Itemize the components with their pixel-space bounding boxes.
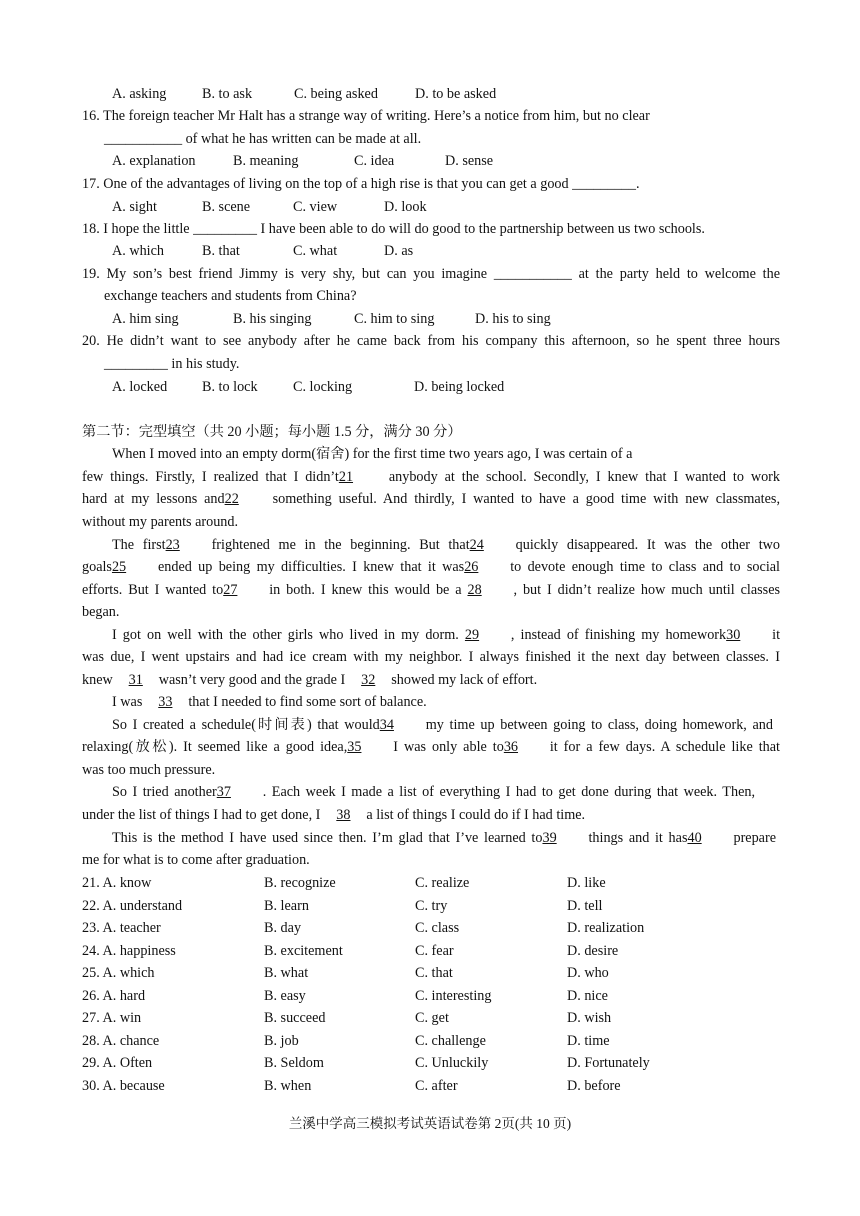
option: B. that — [202, 243, 240, 259]
option: A. him sing — [112, 311, 179, 327]
option: B. to ask — [202, 86, 253, 102]
option: A. asking — [112, 86, 167, 102]
blank-40: 40 — [687, 830, 702, 846]
option: A. sight — [112, 199, 157, 215]
blank-25: 25 — [111, 559, 127, 575]
option: C. being asked — [294, 86, 378, 102]
blank-30: 30 — [726, 627, 741, 643]
question-16-stem: 16. The foreign teacher Mr Halt has a strange way of writing. Here’s a notice from him, but no clear — [82, 108, 650, 124]
question-19-stem-cont: exchange teachers and students from China? — [104, 288, 357, 304]
option: D. sense — [445, 153, 494, 169]
option: C. locking — [293, 379, 353, 395]
question-17-options — [112, 197, 427, 217]
option: D. to be asked — [415, 86, 497, 102]
passage-line: I was 33 that I needed to find some sort of balance. — [112, 694, 427, 710]
option: A. locked — [112, 379, 168, 395]
option: A. explanation — [112, 153, 196, 169]
option: D. being locked — [414, 379, 505, 395]
passage-line: This is the method I have used since then. I’m glad that I’ve learned to39 things and it has40 prepare — [112, 830, 776, 846]
passage-line: under the list of things I had to get done, I 38 a list of things I could do if I had time. — [82, 807, 586, 823]
blank-36: 36 — [503, 739, 519, 755]
blank-37: 37 — [216, 784, 231, 800]
option: B. meaning — [233, 153, 299, 169]
question-19-options — [112, 309, 551, 329]
passage-line: relaxing(放松). It seemed like a good idea,35 I was only able to36 it for a few days. A schedule like that — [82, 739, 780, 755]
option: C. idea — [354, 153, 395, 169]
passage-line: was too much pressure. — [82, 762, 216, 778]
option: B. his singing — [233, 311, 312, 327]
blank-26: 26 — [464, 559, 479, 575]
question-17-stem: 17. One of the advantages of living on the top of a high rise is that you can get a good _________. — [82, 176, 640, 192]
passage-line: without my parents around. — [82, 514, 239, 530]
question-19-stem: 19. My son’s best friend Jimmy is very shy, but can you imagine ___________ at the party held to welcome the — [82, 266, 780, 282]
passage-line: goals25 ended up being my difficulties. I knew that it was26 to devote enough time to class and to social — [82, 559, 780, 575]
blank-22: 22 — [224, 491, 239, 507]
passage-line: hard at my lessons and22 something useful. And thirdly, I wanted to have a good time with new classmates, — [82, 491, 780, 507]
option: C. view — [293, 199, 338, 215]
page-footer: 兰溪中学高三模拟考试英语试卷第 2页(共 10 页) — [288, 1116, 572, 1131]
passage-line: knew 31 wasn’t very good and the grade I 32 showed my lack of effort. — [82, 672, 538, 688]
q15-options — [112, 84, 496, 104]
passage-line: me for what is to come after graduation. — [82, 852, 310, 868]
passage-line: efforts. But I wanted to27 in both. I knew this would be a 28 , but I didn’t realize how much until classes — [82, 582, 781, 598]
question-18-options — [112, 241, 413, 261]
passage-line: When I moved into an empty dorm(宿舍) for the first time two years ago, I was certain of a — [112, 446, 633, 462]
blank-28: 28 — [467, 582, 482, 598]
option: C. him to sing — [354, 311, 435, 327]
blank-35: 35 — [347, 739, 362, 755]
question-20-stem: 20. He didn’t want to see anybody after he came back from his company this afternoon, so he spent three hours — [82, 333, 780, 349]
option: C. what — [293, 243, 338, 259]
question-16-options — [112, 151, 493, 171]
option: B. scene — [202, 199, 251, 215]
blank-39: 39 — [542, 830, 557, 846]
blank-23: 23 — [165, 537, 180, 553]
passage-line: So I created a schedule(时间表) that would34 my time up between going to class, doing homework, and — [112, 717, 773, 733]
option: B. to lock — [202, 379, 258, 395]
passage-line: The first23 frightened me in the beginning. But that24 quickly disappeared. It was the other two — [112, 537, 780, 553]
question-20-options — [112, 377, 504, 397]
question-20-stem-cont: _________ in his study. — [104, 356, 240, 372]
passage-line: So I tried another37 . Each week I made a list of everything I had to get done during that week. Then, — [112, 784, 756, 800]
blank-21: 21 — [338, 469, 354, 485]
blank-27: 27 — [223, 582, 238, 598]
question-18-stem: 18. I hope the little _________ I have been able to do will do good to the partnership between us two schools. — [82, 221, 705, 237]
option: D. his to sing — [475, 311, 551, 327]
blank-31: 31 — [128, 672, 143, 688]
blank-24: 24 — [469, 537, 484, 553]
section-title: 第二节：完型填空（共 20 小题；每小题 1.5 分，满分 30 分） — [82, 424, 462, 440]
option: A. which — [112, 243, 165, 259]
question-16-stem-cont: ___________ of what he has written can be made at all. — [104, 131, 422, 147]
blank-34: 34 — [379, 717, 394, 733]
blank-33: 33 — [158, 694, 173, 710]
blank-29: 29 — [464, 627, 480, 643]
option: D. as — [384, 243, 414, 259]
passage-line: I got on well with the other girls who lived in my dorm. 29 , instead of finishing my homework30 it — [112, 627, 781, 643]
passage-line: few things. Firstly, I realized that I didn’t21 anybody at the school. Secondly, I knew that I wanted to work — [82, 469, 780, 485]
passage-line: began. — [82, 604, 120, 620]
blank-38: 38 — [336, 807, 351, 823]
passage-line: was due, I went upstairs and had ice cream with my neighbor. I always finished it the next day between classes. I — [82, 649, 780, 665]
option: D. look — [384, 199, 427, 215]
blank-32: 32 — [361, 672, 376, 688]
